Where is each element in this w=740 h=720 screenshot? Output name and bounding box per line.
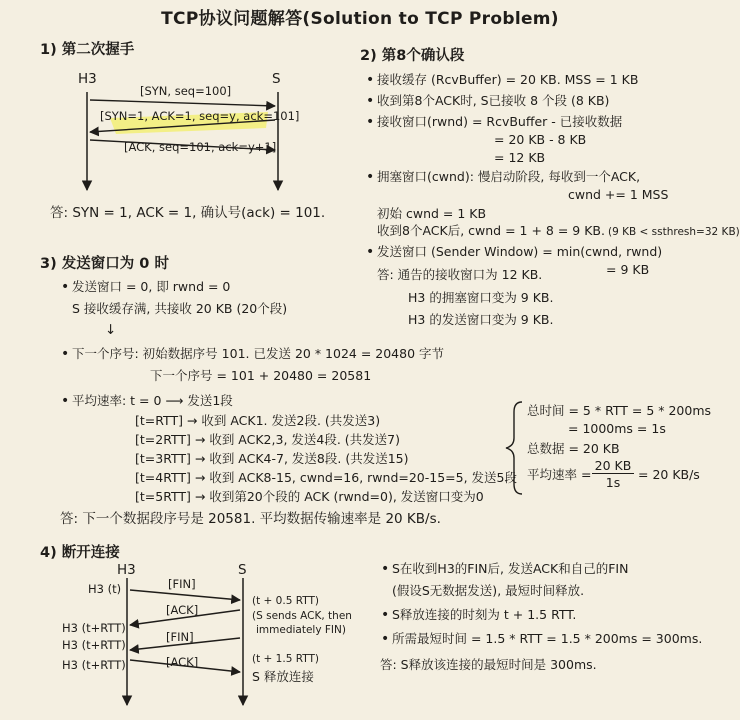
- s3-line-window-zero: • 发送窗口 = 0, 即 rwnd = 0: [72, 280, 230, 294]
- s2-line-rwnd-result: = 12 KB: [494, 150, 546, 165]
- s4-point-1: • S在收到H3的FIN后, 发送ACK和自己的FIN: [392, 562, 628, 576]
- s3-line-next-seq-calc: 下一个序号 = 101 + 20480 = 20581: [150, 368, 372, 383]
- s3-line-next-seq: • 下一个序号: 初始数据序号 101. 已发送 20 * 1024 = 20480 字节: [72, 347, 444, 361]
- s4-note-release: S 释放连接: [252, 669, 314, 684]
- s4-msg-fin-1: [FIN]: [168, 577, 196, 591]
- s4-s-label: S: [238, 562, 247, 578]
- s2-line-received: • 收到第8个ACK时, S已接收 8 个段 (8 KB): [377, 94, 609, 108]
- s2-line-sender-window: • 发送窗口 (Sender Window) = min(cwnd, rwnd): [377, 245, 662, 259]
- s2-line-buffer: • 接收缓存 (RcvBuffer) = 20 KB. MSS = 1 KB: [377, 73, 638, 87]
- s2-line-rwnd: • 接收窗口(rwnd) = RcvBuffer - 已接收数据: [377, 115, 622, 129]
- s2-line-sender-window-result: = 9 KB: [606, 262, 650, 277]
- s3-answer: 答: 下一个数据段序号是 20581. 平均数据传输速率是 20 KB/s.: [60, 511, 441, 527]
- s3-down-arrow: ↓: [105, 322, 117, 338]
- s3-timeline-rtt1: [t=RTT] → 收到 ACK1. 发送2段. (共发送3): [135, 413, 381, 428]
- s4-msg-ack-1: [ACK]: [166, 603, 199, 617]
- s3-heading: 3) 发送窗口为 0 时: [40, 256, 169, 272]
- s4-msg-ack-2: [ACK]: [166, 655, 199, 669]
- s4-time-t: H3 (t): [88, 582, 122, 596]
- s2-line-cwnd-init: 初始 cwnd = 1 KB: [377, 206, 487, 221]
- s3-avg-rate-label: 平均速率 =: [527, 467, 592, 482]
- s3-total-time-result: = 1000ms = 1s: [568, 421, 666, 436]
- s2-line-cwnd-rule: cwnd += 1 MSS: [568, 187, 669, 202]
- s4-point-1-cont: (假设S无数据发送), 最短时间释放.: [392, 583, 585, 598]
- s3-fraction-numerator: 20 KB: [592, 459, 634, 474]
- s3-fraction-denominator: 1s: [605, 475, 621, 490]
- s2-line-rwnd-calc: = 20 KB - 8 KB: [494, 132, 587, 147]
- s1-msg-syn: [SYN, seq=100]: [140, 84, 232, 98]
- s2-answer-1: 答: 通告的接收窗口为 12 KB.: [377, 267, 543, 282]
- s3-timeline-rtt4: [t=4RTT] → 收到 ACK8-15, cwnd=16, rwnd=20-15=5, 发送5段: [135, 470, 517, 485]
- s4-point-3: • 所需最短时间 = 1.5 * RTT = 1.5 * 200ms = 300ms.: [392, 632, 702, 646]
- s3-total-data: 总数据 = 20 KB: [527, 441, 620, 456]
- s2-answer-3: H3 的发送窗口变为 9 KB.: [408, 312, 554, 327]
- s2-ssthresh-note: (9 KB < ssthresh=32 KB): [608, 226, 740, 238]
- s1-s-label: S: [272, 71, 281, 87]
- s4-msg-fin-2: [FIN]: [166, 630, 194, 644]
- s1-msg-synack: [SYN=1, ACK=1, seq=y, ack=101]: [100, 109, 300, 123]
- s3-total-time: 总时间 = 5 * RTT = 5 * 200ms: [527, 403, 712, 418]
- s2-line-cwnd: • 拥塞窗口(cwnd): 慢启动阶段, 每收到一个ACK,: [377, 170, 640, 184]
- s4-note-s-sends: (S sends ACK, then: [252, 610, 352, 622]
- s1-h3-label: H3: [78, 71, 97, 87]
- s4-time-rtt-2: H3 (t+RTT): [62, 638, 126, 652]
- s2-line-cwnd-after: 收到8个ACK后, cwnd = 1 + 8 = 9 KB.: [377, 223, 605, 238]
- s2-heading: 2) 第8个确认段: [360, 48, 465, 64]
- s4-heading: 4) 断开连接: [40, 545, 120, 561]
- s3-timeline-rtt3: [t=3RTT] → 收到 ACK4-7, 发送8段. (共发送15): [135, 451, 409, 466]
- s4-point-2: • S释放连接的时刻为 t + 1.5 RTT.: [392, 608, 576, 622]
- s4-note-1-5-rtt: (t + 1.5 RTT): [252, 653, 319, 665]
- s3-avg-rate-result: = 20 KB/s: [638, 467, 700, 482]
- s1-msg-ack: [ACK, seq=101, ack=y+1]: [124, 140, 277, 154]
- fin-arrow: [130, 590, 240, 600]
- s3-line-buffer-full: S 接收缓存满, 共接收 20 KB (20个段): [72, 301, 288, 316]
- s2-answer-2: H3 的拥塞窗口变为 9 KB.: [408, 290, 554, 305]
- s1-heading: 1) 第二次握手: [40, 42, 135, 58]
- s4-time-rtt-3: H3 (t+RTT): [62, 658, 126, 672]
- s4-note-half-rtt: (t + 0.5 RTT): [252, 595, 319, 607]
- s4-note-immediately-fin: immediately FIN): [256, 624, 346, 636]
- s4-time-rtt-1: H3 (t+RTT): [62, 621, 126, 635]
- syn-arrow: [90, 100, 275, 106]
- s3-timeline-rtt2: [t=2RTT] → 收到 ACK2,3, 发送4段. (共发送7): [135, 432, 400, 447]
- s3-timeline-rtt5: [t=5RTT] → 收到第20个段的 ACK (rwnd=0), 发送窗口变为0: [135, 489, 484, 504]
- page-title: TCP协议问题解答(Solution to TCP Problem): [161, 9, 559, 29]
- s1-answer: 答: SYN = 1, ACK = 1, 确认号(ack) = 101.: [50, 205, 326, 221]
- s4-h3-label: H3: [117, 562, 136, 578]
- s4-answer: 答: S释放该连接的最短时间是 300ms.: [380, 657, 597, 672]
- s3-line-avg-rate: • 平均速率: t = 0 ⟶ 发送1段: [72, 394, 233, 408]
